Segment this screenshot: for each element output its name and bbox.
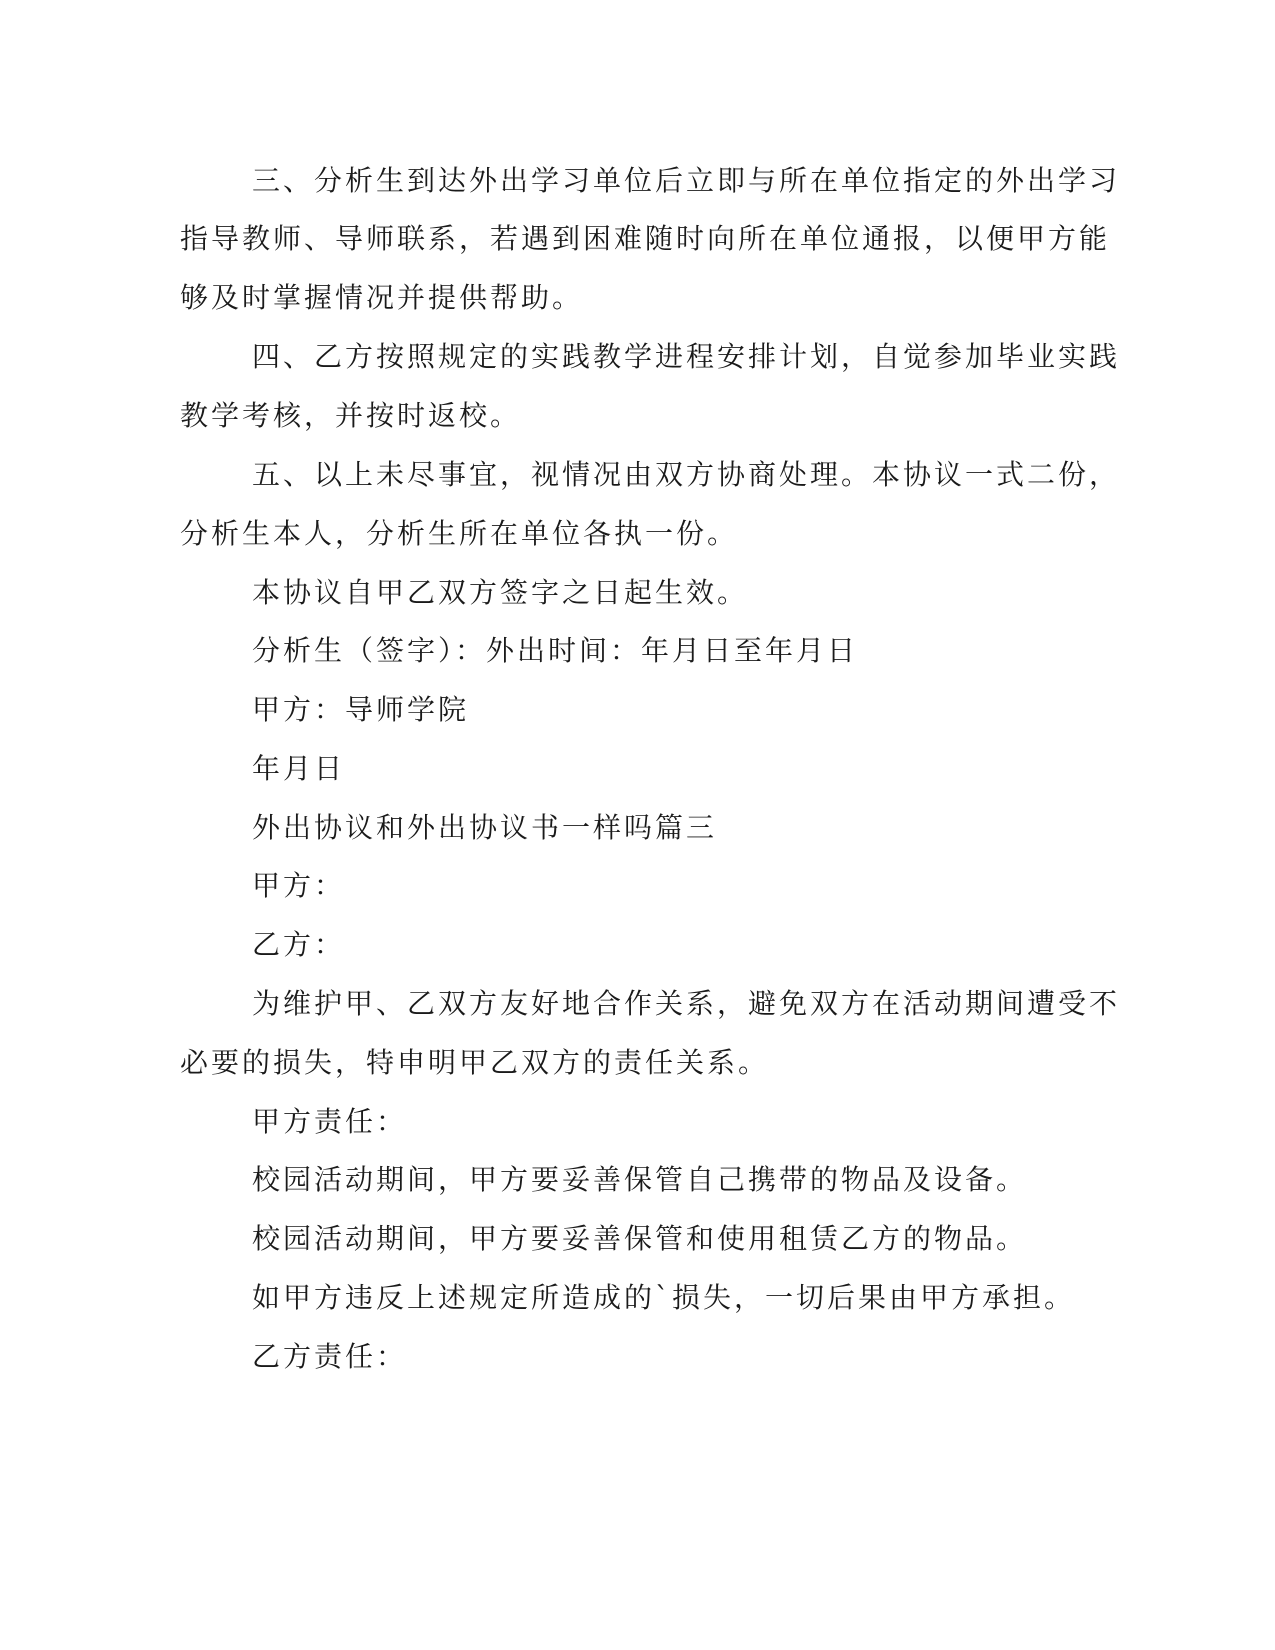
- party-a-responsibility-3: 如甲方违反上述规定所造成的`损失，一切后果由甲方承担。: [252, 1281, 1076, 1314]
- party-a-label: 甲方：: [252, 869, 346, 902]
- paragraph-4-line-2: 教学考核，并按时返校。: [180, 399, 522, 432]
- paragraph-4-line-1: 四、乙方按照规定的实践教学进程安排计划，自觉参加毕业实践: [252, 340, 1121, 373]
- party-b-label: 乙方：: [252, 928, 346, 961]
- effective-clause: 本协议自甲乙双方签字之日起生效。: [252, 576, 749, 609]
- document-body: [180, 0, 1121, 1650]
- paragraph-3-line-1: 三、分析生到达外出学习单位后立即与所在单位指定的外出学习: [252, 164, 1121, 197]
- section-title: 外出协议和外出协议书一样吗篇三: [252, 811, 718, 844]
- intro-line-2: 必要的损失，特申明甲乙双方的责任关系。: [180, 1046, 770, 1079]
- signature-line: 分析生（签字）：外出时间：年月日至年月日: [252, 634, 859, 667]
- date-line: 年月日: [252, 752, 346, 785]
- party-b-responsibility-heading: 乙方责任：: [252, 1340, 408, 1373]
- party-a-line: 甲方：导师学院: [252, 693, 470, 726]
- intro-line-1: 为维护甲、乙双方友好地合作关系，避免双方在活动期间遭受不: [252, 987, 1121, 1020]
- party-a-responsibility-1: 校园活动期间，甲方要妥善保管自己携带的物品及设备。: [252, 1163, 1028, 1196]
- party-a-responsibility-heading: 甲方责任：: [252, 1105, 408, 1138]
- paragraph-5-line-1: 五、以上未尽事宜，视情况由双方协商处理。本协议一式二份，: [252, 458, 1121, 491]
- party-a-responsibility-2: 校园活动期间，甲方要妥善保管和使用租赁乙方的物品。: [252, 1222, 1028, 1255]
- paragraph-3-line-3: 够及时掌握情况并提供帮助。: [180, 281, 584, 314]
- paragraph-5-line-2: 分析生本人，分析生所在单位各执一份。: [180, 517, 739, 550]
- paragraph-3-line-2: 指导教师、导师联系，若遇到困难随时向所在单位通报，以便甲方能: [180, 222, 1111, 255]
